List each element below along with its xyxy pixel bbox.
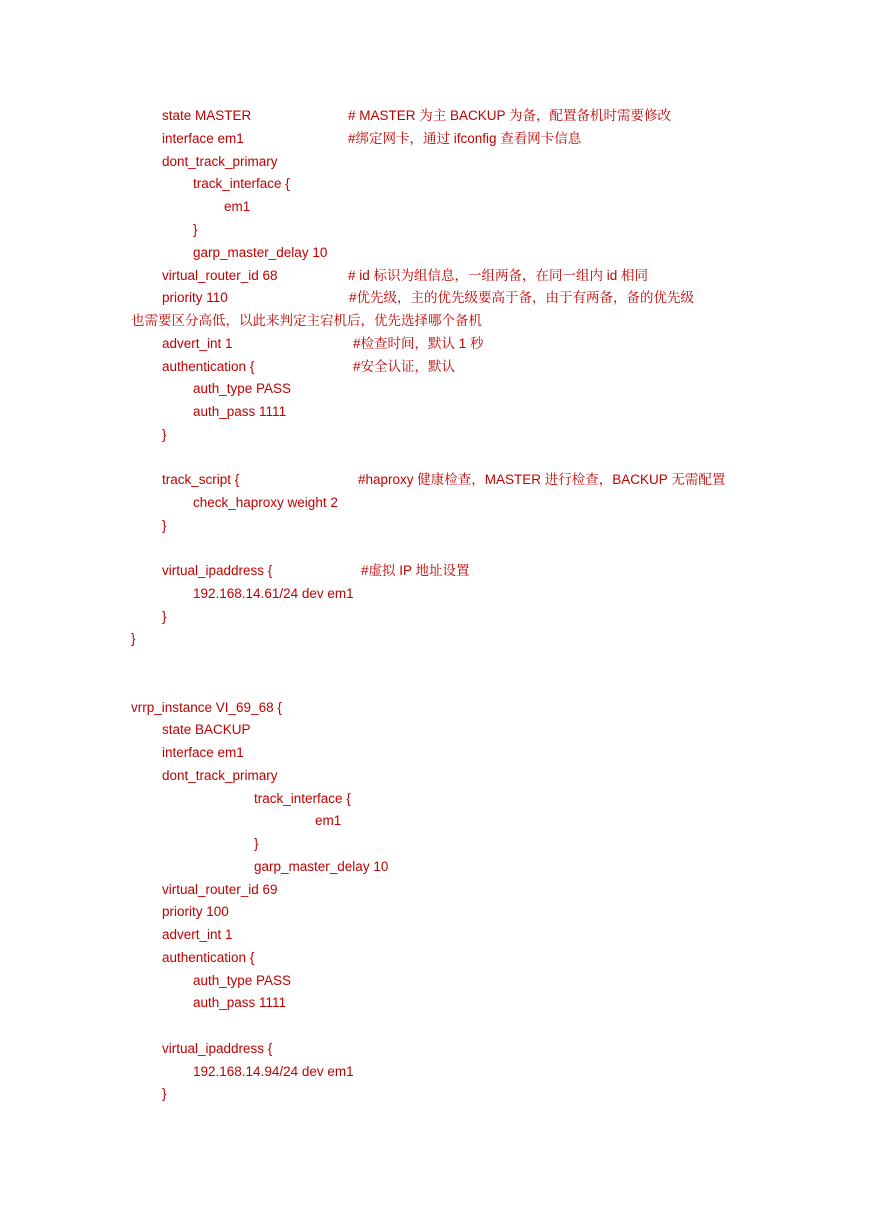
line-code: state MASTER [162, 108, 252, 123]
line-code: garp_master_delay 10 [254, 859, 389, 874]
line-comment: #安全认证，默认 [353, 359, 456, 374]
line-comment: #绑定网卡，通过 ifconfig 查看网卡信息 [348, 131, 582, 146]
line-code: priority 110 [162, 290, 228, 305]
line-code: interface em1 [162, 745, 244, 760]
line-comment: #优先级，主的优先级要高于备，由于有两备，备的优先级 [349, 290, 695, 305]
line-comment: #检查时间，默认 1 秒 [353, 336, 484, 351]
line-code: state BACKUP [162, 722, 251, 737]
line-code: dont_track_primary [162, 768, 278, 783]
line-code: } [162, 1086, 167, 1101]
line-comment: #虚拟 IP 地址设置 [361, 563, 470, 578]
line-code: interface em1 [162, 131, 244, 146]
line-code: auth_pass 1111 [193, 995, 287, 1010]
line-code: } [254, 836, 259, 851]
line-code: authentication { [162, 359, 255, 374]
line-code: priority 100 [162, 904, 229, 919]
line-code: garp_master_delay 10 [193, 245, 328, 260]
line-code: auth_type PASS [193, 973, 292, 988]
line-code: authentication { [162, 950, 255, 965]
line-code: 192.168.14.94/24 dev em1 [193, 1064, 354, 1079]
line-code: virtual_router_id 69 [162, 882, 278, 897]
line-code: } [162, 609, 167, 624]
line-code: em1 [315, 813, 342, 828]
line-code: } [162, 518, 167, 533]
line-code: check_haproxy weight 2 [193, 495, 338, 510]
line-code: virtual_ipaddress { [162, 563, 273, 578]
line-code: track_script { [162, 472, 240, 487]
line-code: 192.168.14.61/24 dev em1 [193, 586, 354, 601]
line-code: } [131, 631, 136, 646]
line-comment: # MASTER 为主 BACKUP 为备，配置备机时需要修改 [348, 108, 672, 123]
line-code: virtual_router_id 68 [162, 268, 278, 283]
line-code: auth_pass 1111 [193, 404, 287, 419]
line-code: vrrp_instance VI_69_68 { [131, 700, 282, 715]
line-comment: # id 标识为组信息，一组两备，在同一组内 id 相同 [348, 268, 649, 283]
line-code: auth_type PASS [193, 381, 292, 396]
line-code: 也需要区分高低，以此来判定主宕机后，优先选择哪个备机 [131, 313, 482, 328]
line-code: track_interface { [254, 791, 351, 806]
line-code: advert_int 1 [162, 336, 233, 351]
line-code: } [162, 427, 167, 442]
line-code: track_interface { [193, 176, 290, 191]
line-code: dont_track_primary [162, 154, 278, 169]
line-code: } [193, 222, 198, 237]
line-code: em1 [224, 199, 251, 214]
line-code: advert_int 1 [162, 927, 233, 942]
line-code: virtual_ipaddress { [162, 1041, 273, 1056]
line-comment: #haproxy 健康检查，MASTER 进行检查，BACKUP 无需配置 [358, 472, 726, 487]
